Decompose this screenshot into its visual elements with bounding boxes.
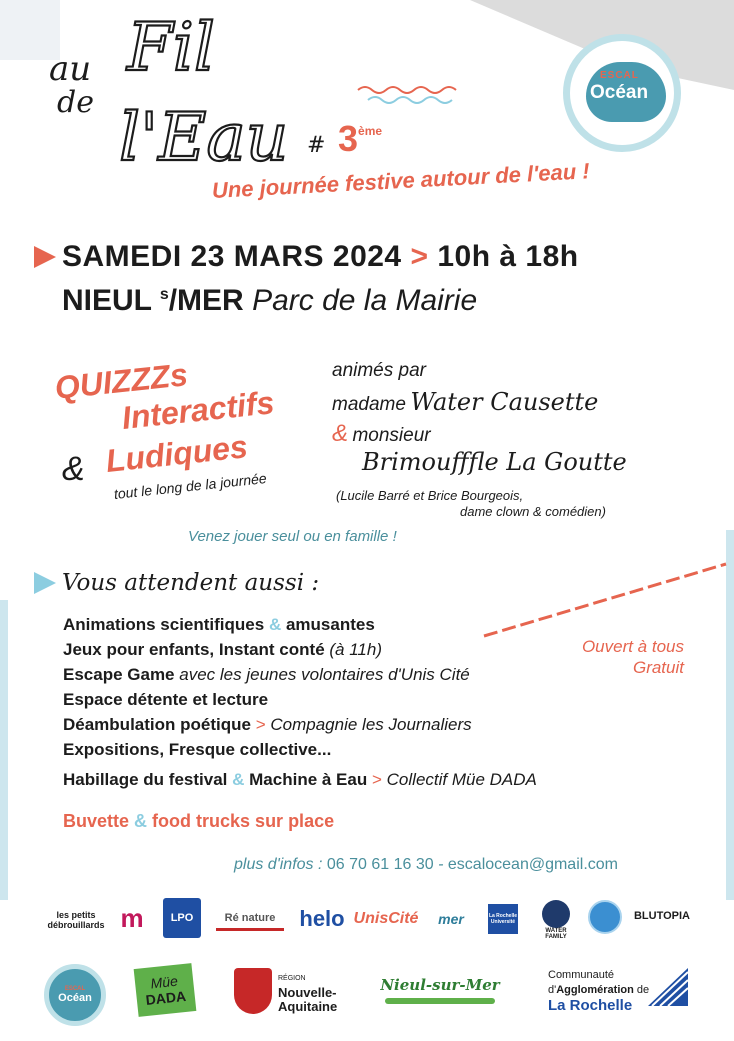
quiz-line3: Ludiques bbox=[104, 428, 250, 479]
water-family-icon bbox=[542, 900, 570, 928]
contact-info: plus d'infos : 06 70 61 16 30 - escalocean@gmail.com bbox=[234, 856, 618, 873]
festival-title bbox=[45, 12, 375, 172]
bottom-escal-logo: ESCAL Océan bbox=[44, 964, 106, 1026]
sponsor-mer: mer bbox=[438, 911, 464, 927]
also-heading: Vous attendent aussi : bbox=[62, 570, 320, 596]
agglo-stripes-icon bbox=[648, 968, 688, 1006]
sponsor-re-nature: Ré nature bbox=[216, 908, 284, 931]
activity-3: Escape Game avec les jeunes volontaires d'Unis Cité bbox=[63, 665, 470, 684]
host-madame: madame Water Causette bbox=[332, 388, 599, 416]
section-arrow-icon bbox=[34, 572, 56, 594]
tagline: Une journée festive autour de l'eau ! bbox=[211, 158, 591, 203]
sponsor-blutopia: BLUTOPIA bbox=[633, 910, 691, 922]
sponsor-helo: helo bbox=[299, 906, 345, 931]
contact-email: escalocean@gmail.com bbox=[447, 856, 618, 873]
buvette-line: Buvette & food trucks sur place bbox=[63, 811, 335, 831]
waves-decoration bbox=[356, 82, 466, 108]
quiz-line1: QUIZZZs bbox=[53, 356, 190, 406]
sponsor-lpo: LPO bbox=[163, 898, 201, 938]
hosts-intro: animés par bbox=[332, 360, 426, 381]
title-fil: Fil bbox=[127, 12, 216, 86]
date-arrow-icon bbox=[34, 246, 56, 268]
contact-phone: 06 70 61 16 30 bbox=[326, 856, 434, 873]
credits-line2: dame clown & comédien) bbox=[460, 504, 606, 519]
activity-6: Expositions, Fresque collective... bbox=[63, 740, 332, 759]
credits-line1: (Lucile Barré et Brice Bourgeois, bbox=[336, 488, 524, 503]
host-monsieur-name: Brimoufffle La Goutte bbox=[362, 448, 627, 476]
activity-4: Espace détente et lecture bbox=[63, 690, 269, 709]
escal-logo-line2: Océan bbox=[590, 82, 649, 103]
host-monsieur: & monsieur bbox=[332, 420, 431, 447]
escal-logo-line1: ESCAL bbox=[600, 70, 639, 81]
event-place: NIEUL $^s$/MER Parc de la Mairie bbox=[62, 284, 478, 317]
dashed-line-decoration bbox=[480, 560, 730, 640]
activity-2: Jeux pour enfants, Instant conté (à 11h) bbox=[63, 640, 382, 659]
quiz-subtitle: tout le long de la journée bbox=[113, 470, 268, 502]
title-leau: l'Eau bbox=[119, 99, 289, 172]
activity-7: Habillage du festival & Machine à Eau > Collectif Müe DADA bbox=[63, 770, 537, 789]
sponsor-la-rochelle-universite: La Rochelle Université bbox=[488, 904, 518, 934]
edition-number: 3ème bbox=[338, 118, 383, 159]
region-shield-icon bbox=[234, 968, 272, 1014]
sponsor-blue-round-logo bbox=[588, 900, 622, 934]
bottom-nieul-logo: Nieul-sur-Mer bbox=[376, 970, 504, 1010]
activity-5: Déambulation poétique > Compagnie les Journaliers bbox=[63, 715, 472, 734]
bottom-mue-dada-logo: Müe DADA bbox=[134, 963, 197, 1017]
activity-1: Animations scientifiques & amusantes bbox=[63, 615, 375, 634]
host-madame-name: Water Causette bbox=[410, 388, 599, 416]
quiz-ampersand: & bbox=[62, 450, 85, 488]
nieul-wave-icon bbox=[385, 998, 495, 1004]
quiz-line2: Interactifs bbox=[120, 384, 276, 436]
date-separator: > bbox=[410, 240, 429, 273]
bottom-region-logo: RÉGION Nouvelle- Aquitaine bbox=[278, 975, 338, 1014]
event-hours: 10h à 18h bbox=[437, 240, 579, 273]
event-day: SAMEDI 23 MARS 2024 bbox=[62, 240, 402, 273]
sponsor-petits-debrouillards: les petits débrouillards bbox=[47, 910, 105, 930]
bottom-agglo-logo: Communauté d'Agglomération de La Rochelle bbox=[548, 969, 650, 1014]
open-to-all: Ouvert à tous Gratuit bbox=[581, 637, 684, 677]
invitation-text: Venez jouer seul ou en famille ! bbox=[188, 528, 397, 545]
sponsor-water-family: WATER FAMILY bbox=[538, 900, 574, 940]
title-au: au bbox=[49, 49, 92, 89]
title-de: de bbox=[57, 85, 94, 120]
title-hash: # bbox=[307, 133, 326, 158]
event-venue: Parc de la Mairie bbox=[252, 284, 478, 317]
sponsor-uniscite: UnisCité bbox=[353, 910, 419, 927]
sponsor-m: m bbox=[120, 902, 144, 933]
event-date bbox=[62, 240, 579, 274]
